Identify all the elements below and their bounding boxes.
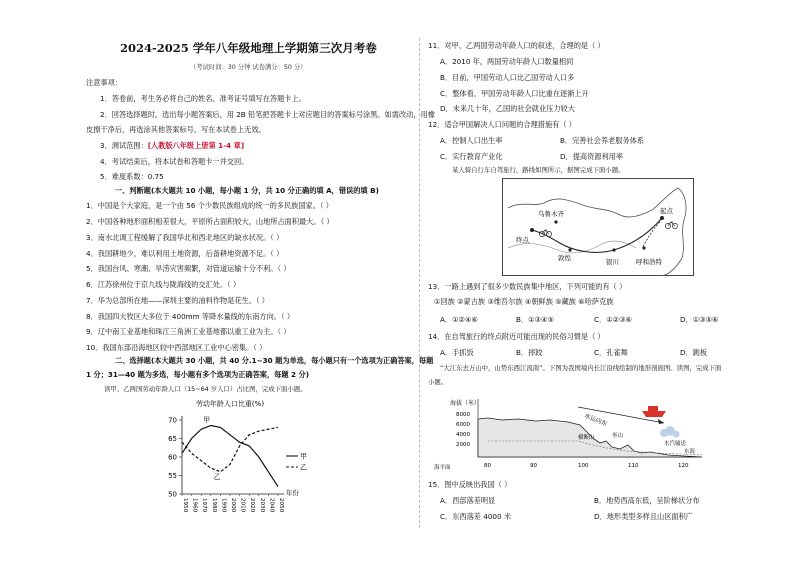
section2-heading-b: 1 分；31—40 题为多选，每小题有多个选项为正确答案，每题 2 分) <box>86 370 309 379</box>
start-marker <box>660 216 664 220</box>
q13-items: ①回族 ②蒙古族 ③维吾尔族 ④朝鲜族 ⑤藏族 ⑥哈萨克族 <box>434 297 614 306</box>
y-tick-label: 55 <box>168 472 177 480</box>
column-divider <box>419 38 420 528</box>
notes-heading: 注意事项： <box>86 78 122 87</box>
series-label-yi: 乙 <box>213 473 221 482</box>
dunhuang-marker <box>568 248 571 251</box>
x-axis-title: 年份 <box>286 489 299 497</box>
q15-option-a: A．西部落差明显 <box>440 496 496 505</box>
chart-legend <box>286 453 307 472</box>
q14-option-b: B．摔跤 <box>516 348 543 357</box>
q11-option-a: A．2010 年，两国劳动年龄人口数量相同 <box>440 57 574 66</box>
x-tick-110: 110 <box>628 463 639 469</box>
judgment-item: 4．我国耕地少，难以利用土地资源，后备耕地资源不足。（ ） <box>86 249 284 258</box>
label-end: 终点 <box>516 236 529 244</box>
x-tick-100: 100 <box>578 463 589 469</box>
note-1: 1．答卷前，考生务必将自己的姓名、准考证号填写在答题卡上。 <box>100 94 306 103</box>
q11-option-d: D．未来几十年，乙国的社会就业压力较大 <box>440 104 575 113</box>
sea-level-label: 海平面 <box>434 465 451 471</box>
chart-axes <box>168 416 299 513</box>
q12-stem: 12．适合甲国解决人口问题的合理措施有（ ） <box>428 120 576 129</box>
q15-option-d: D．地形类型多样且山区面积广 <box>594 512 693 521</box>
x-tick-label: 2000 <box>230 498 236 513</box>
arrow-head <box>658 419 664 424</box>
profile-tick-6000: 6000 <box>456 422 470 428</box>
water-flow-label: 水运向东 <box>583 412 609 428</box>
q14-option-a: A．手抓饭 <box>440 348 474 357</box>
urumqi-marker <box>554 220 557 223</box>
profile-y-title: 海拔（米） <box>450 400 481 407</box>
q12-option-a: A．控制人口出生率 <box>440 136 503 145</box>
y-tick-label: 50 <box>168 490 177 499</box>
judgment-item: 6．江苏徐州位于京九线与陇海线的交汇处。（ ） <box>86 280 241 289</box>
note-5: 5．难度系数：0.75 <box>100 172 164 181</box>
judgment-item: 2．中国各种地形面积相差很大，平原所占面积较大，山地所占面积最大。（ ） <box>86 217 334 226</box>
y-tick-label: 60 <box>168 453 177 462</box>
legend-label: 甲 <box>300 452 307 461</box>
map-frame <box>503 179 694 276</box>
q13-stem: 13．一路上遇到了很多少数民族集中地区，下列可能的有（ ） <box>428 282 627 291</box>
judgment-item: 10．我国东部沿海地区较中西部地区工业中心密集。（ ） <box>86 343 267 352</box>
series-line-0 <box>182 426 278 487</box>
q12-option-d: D．提高资源利用率 <box>560 152 624 161</box>
series-label-jia: 甲 <box>203 415 211 424</box>
q15-stem: 15．图中反映出我国（ ） <box>428 480 512 489</box>
judgment-item: 1．中国是个大家庭，是一个由 56 个少数民族组成的统一的多民族国家。（ ） <box>86 201 333 210</box>
q11-option-c: C．整体看，甲国劳动年龄人口比重在逐渐上升 <box>440 89 589 98</box>
profile-tick-8000: 8000 <box>456 412 470 418</box>
profile-tick-2000: 2000 <box>456 442 470 448</box>
label-yinchuan: 银川 <box>606 258 619 266</box>
q13-option-c: C．①②③⑥ <box>594 315 632 324</box>
exam-meta: （考试时间：30 分钟 试卷满分：50 分） <box>190 64 307 71</box>
label-donghai: 东海 <box>684 449 696 455</box>
note-3-prefix: 3．测试范围： <box>100 141 148 150</box>
q12-option-b: B．完善社会养老服务体系 <box>560 136 644 145</box>
chart-series <box>182 426 278 487</box>
q12-option-c: C．实行教育产业化 <box>440 152 503 161</box>
judgment-item: 3．南水北调工程缓解了我国华北和西北地区的缺水状况。（ ） <box>86 233 284 242</box>
hohhot-marker <box>642 246 645 249</box>
legend-label: 乙 <box>300 463 307 472</box>
x-tick-label: 1950 <box>182 498 188 513</box>
chart-intro: 读甲、乙两国劳动年龄人口（15~64 岁人口）占比图，完成下面小题。 <box>104 385 307 393</box>
q15-option-c: C．东西落差 4000 米 <box>440 512 512 521</box>
q14-option-d: D．跳板 <box>680 348 708 357</box>
q14-stem: 14．在自驾旅行的终点附近可能出现的民俗习惯是（ ） <box>428 332 605 341</box>
cloud-icon <box>660 426 680 438</box>
transport-label: 水汽输送 <box>664 441 687 447</box>
label-dunhuang: 敦煌 <box>558 254 571 262</box>
q15-option-b: B．地势西高东低，呈阶梯状分布 <box>594 496 700 505</box>
q11-stem: 11．对甲、乙两国劳动年龄人口的叙述，合理的是（ ） <box>428 41 605 50</box>
judgment-item: 9．辽中南工业基地和珠江三角洲工业基地都以重工业为主。（ ） <box>86 327 291 336</box>
route-map <box>502 178 694 276</box>
ship-icon <box>642 406 666 417</box>
judgment-item: 7．华为总部所在地——深圳主要的油料作物是花生。（ ） <box>86 296 269 305</box>
profile-tick-4000: 4000 <box>456 432 470 438</box>
x-tick-90: 90 <box>530 463 537 469</box>
x-tick-label: 1970 <box>201 498 208 513</box>
note-2b: 皮擦干净后，再选涂其他答案标号。写在本试卷上无效。 <box>86 125 266 134</box>
x-tick-label: 2040 <box>268 498 275 513</box>
right-column <box>424 0 794 562</box>
note-2a: 2．回答选择题时，选出每小题答案后，用 2B 铅笔把答题卡上对应题目的答案标号涂黑。如需改动，用橡 <box>100 110 435 119</box>
section2-heading-a: 二、选择题(本大题共 30 小题，共 40 分.1~30 题为单选，每小题只有一个选项为正确答案，每题 <box>115 356 434 365</box>
labor-chart <box>150 396 310 530</box>
label-wushan: 巫山 <box>612 433 624 439</box>
judgment-item: 8．我国四大牧区大多位于 400mm 等降水量线的东南方向。（ ） <box>86 312 295 321</box>
x-tick-label: 1980 <box>210 498 217 513</box>
x-tick-120: 120 <box>678 463 689 469</box>
x-tick-label: 2020 <box>249 498 256 513</box>
chart-title: 劳动年龄人口比重(%) <box>195 400 265 408</box>
y-tick-label: 70 <box>168 416 177 425</box>
test-scope: [人教版八年级上册第 1-4 章] <box>147 141 245 150</box>
q13-option-a: A．①②④⑥ <box>440 315 478 324</box>
x-tick-label: 1960 <box>191 498 198 513</box>
label-hengduan: 横断山 <box>578 435 595 441</box>
note-4: 4．考试结束后，将本试卷和答题卡一并交回。 <box>100 157 249 166</box>
yinchuan-marker <box>612 248 615 251</box>
x-tick-label: 2030 <box>258 498 265 513</box>
x-tick-label: 2010 <box>239 498 246 513</box>
elevation-profile <box>428 389 728 473</box>
label-urumqi: 乌鲁木齐 <box>538 210 564 218</box>
label-hohhot: 呼和浩特 <box>636 258 662 266</box>
map-intro: 某人骑自行车自驾旅行，路线如图所示，据图完成下面小题。 <box>452 166 625 174</box>
profile-intro-b: 小题。 <box>428 378 448 386</box>
judgment-item: 5．我国台风、寒潮、旱涝灾害频繁，对管道运输十分不利。（ ） <box>86 264 291 273</box>
q14-option-c: C．孔雀舞 <box>594 348 628 357</box>
y-tick-label: 65 <box>168 435 177 443</box>
x-tick-label: 1990 <box>220 498 227 513</box>
x-tick-label: 2050 <box>278 498 284 513</box>
q13-option-b: B．①③④⑤ <box>516 315 554 324</box>
x-tick-80: 80 <box>484 463 491 469</box>
note-3 <box>100 141 244 150</box>
label-start: 起点 <box>660 207 673 215</box>
end-marker <box>530 228 534 232</box>
profile-intro-a: “大江东去万山中，山势东西江流南”。下图为我国境内长江沿线绘制的地形剖面图。读图，完成下面 <box>440 364 722 372</box>
q13-option-d: D．①③⑤⑥ <box>680 315 719 324</box>
section1-heading: 一、判断题(本大题共 10 小题，每小题 1 分，共 10 分正确的填 A，错误的填 B) <box>115 186 379 195</box>
page-title: 2024-2025 学年八年级地理上学期第三次月考卷 <box>120 41 377 55</box>
q11-option-b: B．目前，甲国劳动人口比乙国劳动人口多 <box>440 73 575 82</box>
